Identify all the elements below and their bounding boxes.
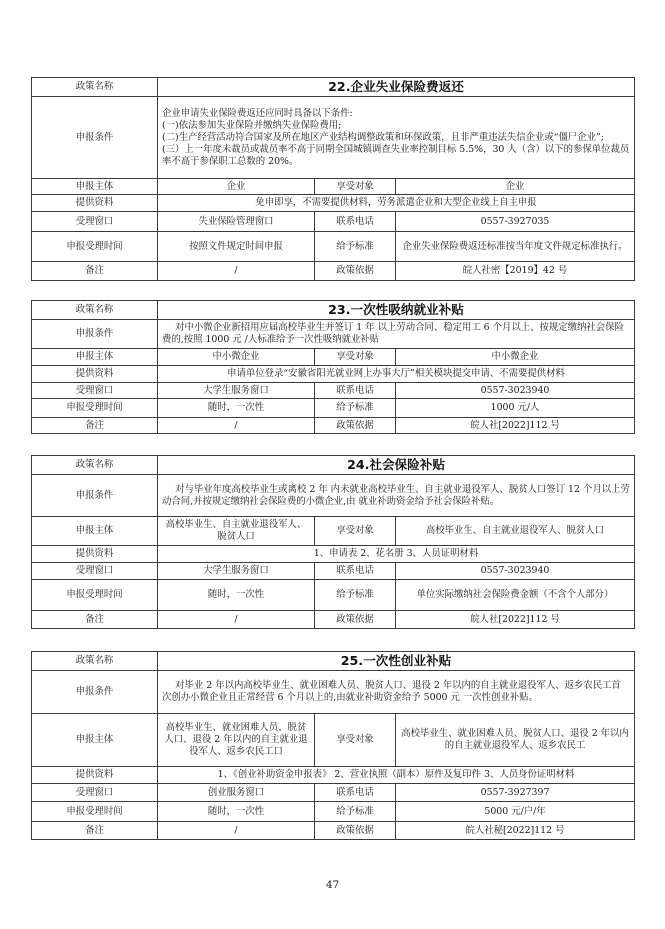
label-window: 受理窗口	[32, 784, 158, 802]
label-standard: 给予标准	[315, 232, 396, 262]
label-remarks: 备注	[32, 611, 158, 629]
label-phone: 联系电话	[315, 563, 396, 580]
window-value: 失业保险管理窗口	[158, 212, 315, 232]
label-conditions: 申报条件	[32, 320, 158, 349]
remarks-value: /	[158, 262, 315, 281]
basis-value: 皖人社密【2019】42 号	[396, 262, 635, 281]
applicant-value: 中小微企业	[158, 349, 315, 366]
label-window: 受理窗口	[32, 212, 158, 232]
label-applicant: 申报主体	[32, 714, 158, 767]
time-value: 随时，一次性	[158, 802, 315, 822]
label-standard: 给予标准	[315, 399, 396, 418]
applicant-value: 高校毕业生、就业困难人员、脱贫人口、退役 2 年以内的自主就业退役军人、返乡农民工口	[158, 714, 315, 767]
label-applicant: 申报主体	[32, 179, 158, 195]
policy-name: 23.一次性吸纳就业补贴	[158, 301, 635, 320]
phone-value: 0557-3927397	[396, 784, 635, 802]
phone-value: 0557-3023940	[396, 563, 635, 580]
label-beneficiary: 享受对象	[315, 349, 396, 366]
materials-value: 1、申请表 2、花名册 3、人员证明材料	[158, 546, 635, 563]
label-time: 申报受理时间	[32, 580, 158, 611]
label-phone: 联系电话	[315, 383, 396, 399]
beneficiary-value: 中小微企业	[396, 349, 635, 366]
policy-conditions: 对毕业 2 年以内高校毕业生、就业困难人员、脱贫人口、退役 2 年以内的自主就业退役军人、返乡农民工首次创办小微企业且正常经营 6 个月以上的,由就业补助资金给予 5000 元 一次性创业补贴。	[158, 671, 635, 714]
applicant-value: 企业	[158, 179, 315, 195]
basis-value: 皖人社秘[2022]112 号	[396, 822, 635, 840]
label-time: 申报受理时间	[32, 232, 158, 262]
beneficiary-value: 高校毕业生、就业困难人员、脱贫人口、退役 2 年以内的自主就业退役军人、返乡农民工	[396, 714, 635, 767]
materials-value: 申请单位登录“安徽省阳光就业网上办事大厅”相关模块提交申请、不需要提供材料	[158, 366, 635, 383]
label-basis: 政策依据	[315, 822, 396, 840]
label-materials: 提供资料	[32, 195, 158, 212]
remarks-value: /	[158, 611, 315, 629]
page-number: 47	[325, 879, 340, 891]
label-standard: 给予标准	[315, 802, 396, 822]
policy-table-24	[31, 455, 635, 629]
condition-line: 企业申请失业保险费返还应同时具备以下条件:	[162, 107, 353, 119]
materials-value: 免申即享，不需要提供材料，劳务派遣企业和大型企业线上自主申报	[158, 195, 635, 212]
condition-line: (二)生产经营活动符合国家及所在地区产业结构调整政策和环保政策，且非严重违法失信企业或“僵尸企业”;	[162, 131, 604, 143]
label-phone: 联系电话	[315, 784, 396, 802]
label-remarks: 备注	[32, 262, 158, 281]
policy-conditions	[158, 97, 635, 179]
label-policy-name: 政策名称	[32, 78, 158, 97]
label-materials: 提供资料	[32, 366, 158, 383]
policy-table-22	[31, 77, 635, 281]
label-applicant: 申报主体	[32, 349, 158, 366]
beneficiary-value: 高校毕业生、自主就业退役军人、脱贫人口	[396, 517, 635, 546]
label-beneficiary: 享受对象	[315, 714, 396, 767]
policy-conditions: 对中小微企业新招用应届高校毕业生并签订 1 年 以上劳动合同、稳定用工 6 个月以上、按规定缴纳社会保险费的,按照 1000 元 /人标准给予一次性吸纳就业补贴	[158, 320, 635, 349]
label-conditions: 申报条件	[32, 97, 158, 179]
policy-name: 25.一次性创业补贴	[158, 652, 635, 671]
label-basis: 政策依据	[315, 611, 396, 629]
phone-value: 0557-3927035	[396, 212, 635, 232]
label-materials: 提供资料	[32, 767, 158, 784]
applicant-value: 高校毕业生、自主就业退役军人、脱贫人口	[158, 517, 315, 546]
policy-conditions: 对与毕业年度高校毕业生或离校 2 年 内未就业高校毕业生、自主就业退役军人、脱贫人口签订 12 个月以上劳动合同,并按规定缴纳社会保险费的小微企业,由 就业补助资金给予社会保险补贴。	[158, 475, 635, 517]
label-basis: 政策依据	[315, 418, 396, 434]
label-materials: 提供资料	[32, 546, 158, 563]
condition-line: (一)依法参加失业保险并缴纳失业保险费用;	[162, 119, 342, 131]
label-time: 申报受理时间	[32, 802, 158, 822]
standard-value: 1000 元/人	[396, 399, 635, 418]
label-phone: 联系电话	[315, 212, 396, 232]
standard-value: 5000 元/户/年	[396, 802, 635, 822]
materials-value: 1、《创业补助资金申报表》 2、营业执照（副本）原件及复印件 3、人员身份证明材料	[158, 767, 635, 784]
label-beneficiary: 享受对象	[315, 179, 396, 195]
remarks-value: /	[158, 418, 315, 434]
time-value: 按照文件规定时间申报	[158, 232, 315, 262]
condition-line: (三）上一年度未裁员或裁员率不高于同期全国城镇调查失业率控制目标 5.5%，30 人（含）以下的参保单位裁员率不高于参保职工总数的 20%。	[162, 143, 630, 167]
label-window: 受理窗口	[32, 563, 158, 580]
label-conditions: 申报条件	[32, 671, 158, 714]
window-value: 创业服务窗口	[158, 784, 315, 802]
beneficiary-value: 企业	[396, 179, 635, 195]
label-time: 申报受理时间	[32, 399, 158, 418]
label-conditions: 申报条件	[32, 475, 158, 517]
label-policy-name: 政策名称	[32, 652, 158, 671]
label-policy-name: 政策名称	[32, 456, 158, 475]
policy-name: 22.企业失业保险费返还	[158, 78, 635, 97]
basis-value: 皖人社[2022]112 号	[396, 418, 635, 434]
policy-name: 24.社会保险补贴	[158, 456, 635, 475]
time-value: 随时，一次性	[158, 580, 315, 611]
label-beneficiary: 享受对象	[315, 517, 396, 546]
label-basis: 政策依据	[315, 262, 396, 281]
window-value: 大学生服务窗口	[158, 563, 315, 580]
remarks-value: /	[158, 822, 315, 840]
time-value: 随时，一次性	[158, 399, 315, 418]
label-standard: 给予标准	[315, 580, 396, 611]
basis-value: 皖人社[2022]112 号	[396, 611, 635, 629]
standard-value: 企业失业保险费返还标准按当年度文件规定标准执行。	[396, 232, 635, 262]
standard-value: 单位实际缴纳社会保险费金额（不含个人部分）	[396, 580, 635, 611]
label-policy-name: 政策名称	[32, 301, 158, 320]
label-remarks: 备注	[32, 418, 158, 434]
policy-table-23	[31, 300, 635, 434]
window-value: 大学生服务窗口	[158, 383, 315, 399]
label-applicant: 申报主体	[32, 517, 158, 546]
policy-table-25	[31, 651, 635, 840]
label-remarks: 备注	[32, 822, 158, 840]
label-window: 受理窗口	[32, 383, 158, 399]
phone-value: 0557-3023940	[396, 383, 635, 399]
